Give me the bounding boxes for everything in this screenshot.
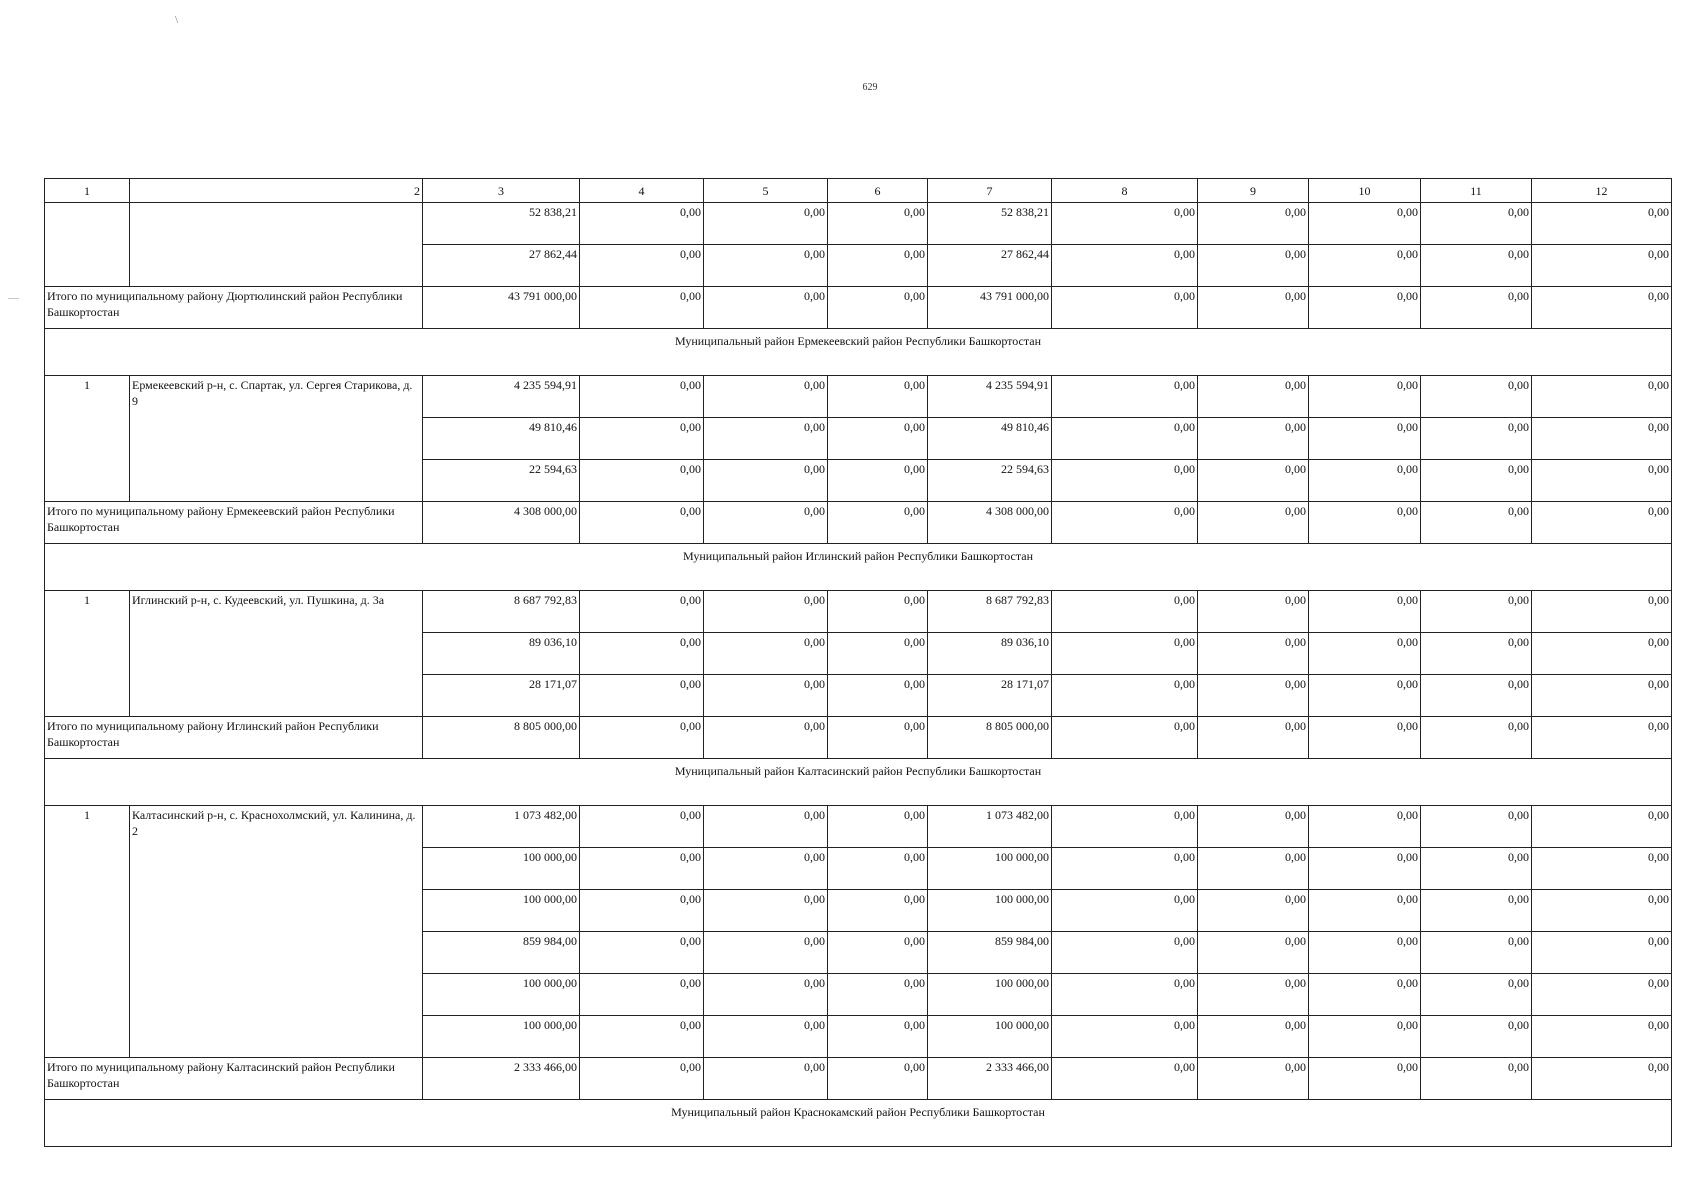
table-cell: 0,00 [580, 376, 704, 418]
table-cell: 8 805 000,00 [928, 717, 1052, 759]
table-cell: 0,00 [1309, 848, 1421, 890]
table-cell: 0,00 [580, 591, 704, 633]
table-cell: 0,00 [704, 932, 828, 974]
table-cell: 0,00 [1421, 502, 1532, 544]
table-cell: 0,00 [1532, 675, 1672, 717]
table-cell: 4 235 594,91 [928, 376, 1052, 418]
table-cell: 0,00 [1198, 376, 1309, 418]
address-cell [130, 203, 423, 287]
table-cell: 0,00 [1198, 245, 1309, 287]
table-cell: 0,00 [1309, 932, 1421, 974]
table-cell: 0,00 [1532, 203, 1672, 245]
table-cell: 0,00 [1532, 591, 1672, 633]
table-cell: 0,00 [1198, 890, 1309, 932]
table-cell: 0,00 [1198, 502, 1309, 544]
address-cell: Иглинский р-н, с. Кудеевский, ул. Пушкина, д. 3а [130, 591, 423, 717]
table-cell: 0,00 [1532, 633, 1672, 675]
section-title: Муниципальный район Краснокамский район Республики Башкортостан [45, 1100, 1672, 1147]
table-cell: 0,00 [1421, 591, 1532, 633]
table-row [45, 591, 1672, 633]
column-header-row [45, 179, 1672, 203]
table-cell: 0,00 [1198, 806, 1309, 848]
table-cell: 0,00 [1052, 1058, 1198, 1100]
table-cell: 0,00 [704, 203, 828, 245]
column-header: 3 [423, 179, 580, 203]
table-cell: 100 000,00 [928, 974, 1052, 1016]
table-cell: 0,00 [1532, 1016, 1672, 1058]
table-cell: 52 838,21 [928, 203, 1052, 245]
table-cell: 0,00 [704, 1058, 828, 1100]
table-cell: 859 984,00 [423, 932, 580, 974]
table-cell: 0,00 [1532, 376, 1672, 418]
table-cell: 0,00 [1421, 675, 1532, 717]
table-cell: 0,00 [1309, 974, 1421, 1016]
table-cell: 0,00 [1421, 1016, 1532, 1058]
table-cell: 0,00 [1052, 502, 1198, 544]
table-cell: 0,00 [1198, 974, 1309, 1016]
table-cell: 0,00 [1309, 806, 1421, 848]
table-cell: 0,00 [1052, 287, 1198, 329]
row-index [45, 203, 130, 287]
table-cell: 0,00 [1532, 245, 1672, 287]
row-index: 1 [45, 376, 130, 502]
table-cell: 0,00 [1532, 890, 1672, 932]
table-row [45, 806, 1672, 848]
table-cell: 1 073 482,00 [928, 806, 1052, 848]
column-header: 7 [928, 179, 1052, 203]
table-cell: 0,00 [704, 675, 828, 717]
table-cell: 22 594,63 [928, 460, 1052, 502]
table-cell: 0,00 [580, 890, 704, 932]
table-cell: 0,00 [1198, 287, 1309, 329]
table-cell: 0,00 [704, 848, 828, 890]
row-index: 1 [45, 806, 130, 1058]
section-title: Муниципальный район Иглинский район Республики Башкортостан [45, 544, 1672, 591]
table-cell: 0,00 [580, 717, 704, 759]
total-row [45, 287, 1672, 329]
table-cell: 2 333 466,00 [423, 1058, 580, 1100]
table-cell: 0,00 [580, 633, 704, 675]
table-cell: 0,00 [704, 717, 828, 759]
table-cell: 0,00 [1421, 1058, 1532, 1100]
table-cell: 28 171,07 [928, 675, 1052, 717]
table-cell: 89 036,10 [928, 633, 1052, 675]
total-row [45, 1058, 1672, 1100]
column-header: 6 [828, 179, 928, 203]
table-cell: 0,00 [580, 1058, 704, 1100]
table-cell: 0,00 [1421, 287, 1532, 329]
table-cell: 0,00 [580, 932, 704, 974]
table-cell: 0,00 [1052, 245, 1198, 287]
table-cell: 0,00 [1532, 502, 1672, 544]
column-header: 11 [1421, 179, 1532, 203]
table-cell: 0,00 [1309, 460, 1421, 502]
table-cell: 0,00 [828, 890, 928, 932]
table-cell: 0,00 [1421, 245, 1532, 287]
total-row [45, 717, 1672, 759]
table-cell: 4 308 000,00 [928, 502, 1052, 544]
table-cell: 0,00 [1421, 890, 1532, 932]
table-cell: 0,00 [828, 675, 928, 717]
table-cell: 0,00 [580, 806, 704, 848]
table-cell: 0,00 [1198, 633, 1309, 675]
section-row [45, 544, 1672, 591]
column-header: 10 [1309, 179, 1421, 203]
table-cell: 0,00 [1198, 717, 1309, 759]
column-header: 8 [1052, 179, 1198, 203]
table-cell: 0,00 [828, 245, 928, 287]
table-cell: 2 333 466,00 [928, 1058, 1052, 1100]
table-cell: 0,00 [1421, 974, 1532, 1016]
budget-table [44, 178, 1672, 1147]
table-cell: 0,00 [1052, 890, 1198, 932]
table-cell: 0,00 [828, 203, 928, 245]
column-header: 2 [130, 179, 423, 203]
table-cell: 0,00 [1198, 848, 1309, 890]
table-cell: 0,00 [1532, 932, 1672, 974]
table-cell: 0,00 [1309, 203, 1421, 245]
table-cell: 0,00 [1052, 460, 1198, 502]
table-cell: 0,00 [580, 502, 704, 544]
table-cell: 0,00 [828, 1058, 928, 1100]
table-cell: 0,00 [580, 1016, 704, 1058]
table-cell: 0,00 [1052, 591, 1198, 633]
column-header: 4 [580, 179, 704, 203]
table-cell: 0,00 [1421, 460, 1532, 502]
table-cell: 0,00 [1532, 806, 1672, 848]
table-cell: 0,00 [1052, 717, 1198, 759]
table-cell: 0,00 [1198, 1058, 1309, 1100]
table-cell: 0,00 [1309, 1016, 1421, 1058]
table-cell: 8 687 792,83 [928, 591, 1052, 633]
table-cell: 0,00 [1421, 418, 1532, 460]
table-cell: 0,00 [1198, 203, 1309, 245]
table-cell: 0,00 [828, 287, 928, 329]
table-cell: 0,00 [1532, 460, 1672, 502]
scan-mark: \ [175, 14, 179, 26]
table-cell: 0,00 [580, 203, 704, 245]
table-row [45, 376, 1672, 418]
table-cell: 43 791 000,00 [423, 287, 580, 329]
table-cell: 0,00 [1421, 633, 1532, 675]
table-cell: 100 000,00 [423, 848, 580, 890]
table-cell: 0,00 [1532, 418, 1672, 460]
table-cell: 0,00 [1532, 717, 1672, 759]
table-cell: 0,00 [1421, 717, 1532, 759]
table-cell: 0,00 [1052, 203, 1198, 245]
table-cell: 0,00 [1052, 675, 1198, 717]
table-cell: 0,00 [580, 245, 704, 287]
table-cell: 0,00 [1309, 890, 1421, 932]
address-cell: Ермекеевский р-н, с. Спартак, ул. Сергея Старикова, д. 9 [130, 376, 423, 502]
table-cell: 27 862,44 [423, 245, 580, 287]
table-cell: 49 810,46 [423, 418, 580, 460]
column-header: 9 [1198, 179, 1309, 203]
table-cell: 0,00 [704, 376, 828, 418]
table-cell: 100 000,00 [928, 1016, 1052, 1058]
total-label: Итого по муниципальному району Калтасинский район Республики Башкортостан [45, 1058, 423, 1100]
table-cell: 0,00 [828, 806, 928, 848]
table-cell: 89 036,10 [423, 633, 580, 675]
section-title: Муниципальный район Ермекеевский район Республики Башкортостан [45, 329, 1672, 376]
table-cell: 0,00 [1052, 1016, 1198, 1058]
table-cell: 1 073 482,00 [423, 806, 580, 848]
table-cell: 0,00 [704, 418, 828, 460]
table-cell: 0,00 [1309, 1058, 1421, 1100]
table-body [45, 179, 1672, 1147]
table-cell: 0,00 [828, 502, 928, 544]
table-cell: 52 838,21 [423, 203, 580, 245]
table-cell: 0,00 [580, 675, 704, 717]
table-cell: 0,00 [1052, 806, 1198, 848]
table-cell: 0,00 [828, 932, 928, 974]
table-cell: 0,00 [1309, 287, 1421, 329]
table-cell: 0,00 [704, 460, 828, 502]
table-cell: 27 862,44 [928, 245, 1052, 287]
table-cell: 0,00 [828, 460, 928, 502]
table-cell: 0,00 [704, 806, 828, 848]
table-cell: 100 000,00 [423, 890, 580, 932]
table-cell: 0,00 [1532, 974, 1672, 1016]
scan-mark: — [8, 292, 19, 304]
table-cell: 100 000,00 [928, 848, 1052, 890]
table-cell: 0,00 [1309, 591, 1421, 633]
table-cell: 100 000,00 [928, 890, 1052, 932]
table-cell: 0,00 [828, 418, 928, 460]
table-cell: 0,00 [828, 633, 928, 675]
section-row [45, 329, 1672, 376]
table-cell: 0,00 [704, 890, 828, 932]
table-cell: 4 308 000,00 [423, 502, 580, 544]
row-index: 1 [45, 591, 130, 717]
table-cell: 43 791 000,00 [928, 287, 1052, 329]
total-label: Итого по муниципальному району Ермекеевский район Республики Башкортостан [45, 502, 423, 544]
table-cell: 0,00 [828, 591, 928, 633]
table-cell: 49 810,46 [928, 418, 1052, 460]
table-cell: 0,00 [1309, 376, 1421, 418]
total-row [45, 502, 1672, 544]
address-cell: Калтасинский р-н, с. Краснохолмский, ул. Калинина, д. 2 [130, 806, 423, 1058]
table-cell: 0,00 [704, 502, 828, 544]
table-cell: 4 235 594,91 [423, 376, 580, 418]
section-row [45, 759, 1672, 806]
table-cell: 0,00 [1421, 932, 1532, 974]
table-cell: 0,00 [1532, 287, 1672, 329]
table-cell: 0,00 [580, 460, 704, 502]
table-cell: 0,00 [1198, 932, 1309, 974]
section-title: Муниципальный район Калтасинский район Республики Башкортостан [45, 759, 1672, 806]
table-cell: 8 687 792,83 [423, 591, 580, 633]
column-header: 5 [704, 179, 828, 203]
table-cell: 0,00 [580, 848, 704, 890]
table-cell: 0,00 [704, 591, 828, 633]
table-cell: 0,00 [1198, 675, 1309, 717]
table-cell: 0,00 [1309, 418, 1421, 460]
table-cell: 0,00 [1309, 633, 1421, 675]
table-cell: 0,00 [1421, 376, 1532, 418]
table-cell: 0,00 [828, 1016, 928, 1058]
table-cell: 0,00 [1309, 245, 1421, 287]
total-label: Итого по муниципальному району Иглинский район Республики Башкортостан [45, 717, 423, 759]
table-cell: 0,00 [828, 717, 928, 759]
table-cell: 0,00 [1052, 848, 1198, 890]
table-cell: 0,00 [1421, 203, 1532, 245]
table-cell: 0,00 [580, 418, 704, 460]
table-cell: 0,00 [1421, 806, 1532, 848]
column-header: 1 [45, 179, 130, 203]
table-cell: 0,00 [1309, 502, 1421, 544]
table-cell: 0,00 [1532, 1058, 1672, 1100]
table-cell: 100 000,00 [423, 1016, 580, 1058]
table-cell: 0,00 [580, 287, 704, 329]
table-cell: 0,00 [1198, 418, 1309, 460]
table-cell: 0,00 [580, 974, 704, 1016]
table-cell: 0,00 [828, 974, 928, 1016]
table-cell: 0,00 [704, 1016, 828, 1058]
table-cell: 0,00 [1198, 460, 1309, 502]
table-cell: 28 171,07 [423, 675, 580, 717]
total-label: Итого по муниципальному району Дюртюлинский район Республики Башкортостан [45, 287, 423, 329]
table-cell: 0,00 [1052, 633, 1198, 675]
table-cell: 100 000,00 [423, 974, 580, 1016]
table-cell: 0,00 [828, 376, 928, 418]
table-cell: 0,00 [1052, 418, 1198, 460]
table-cell: 8 805 000,00 [423, 717, 580, 759]
table-cell: 0,00 [1198, 1016, 1309, 1058]
table-cell: 0,00 [704, 287, 828, 329]
table-row [45, 203, 1672, 245]
table-cell: 0,00 [1052, 932, 1198, 974]
table-cell: 0,00 [704, 245, 828, 287]
table-cell: 0,00 [828, 848, 928, 890]
table-cell: 859 984,00 [928, 932, 1052, 974]
table-cell: 0,00 [704, 633, 828, 675]
table-cell: 0,00 [704, 974, 828, 1016]
table-cell: 0,00 [1309, 675, 1421, 717]
table-cell: 0,00 [1309, 717, 1421, 759]
table-cell: 22 594,63 [423, 460, 580, 502]
table-cell: 0,00 [1052, 974, 1198, 1016]
table-cell: 0,00 [1421, 848, 1532, 890]
table-cell: 0,00 [1198, 591, 1309, 633]
column-header: 12 [1532, 179, 1672, 203]
table-cell: 0,00 [1532, 848, 1672, 890]
table-cell: 0,00 [1052, 376, 1198, 418]
section-row [45, 1100, 1672, 1147]
page-number: 629 [862, 82, 878, 93]
